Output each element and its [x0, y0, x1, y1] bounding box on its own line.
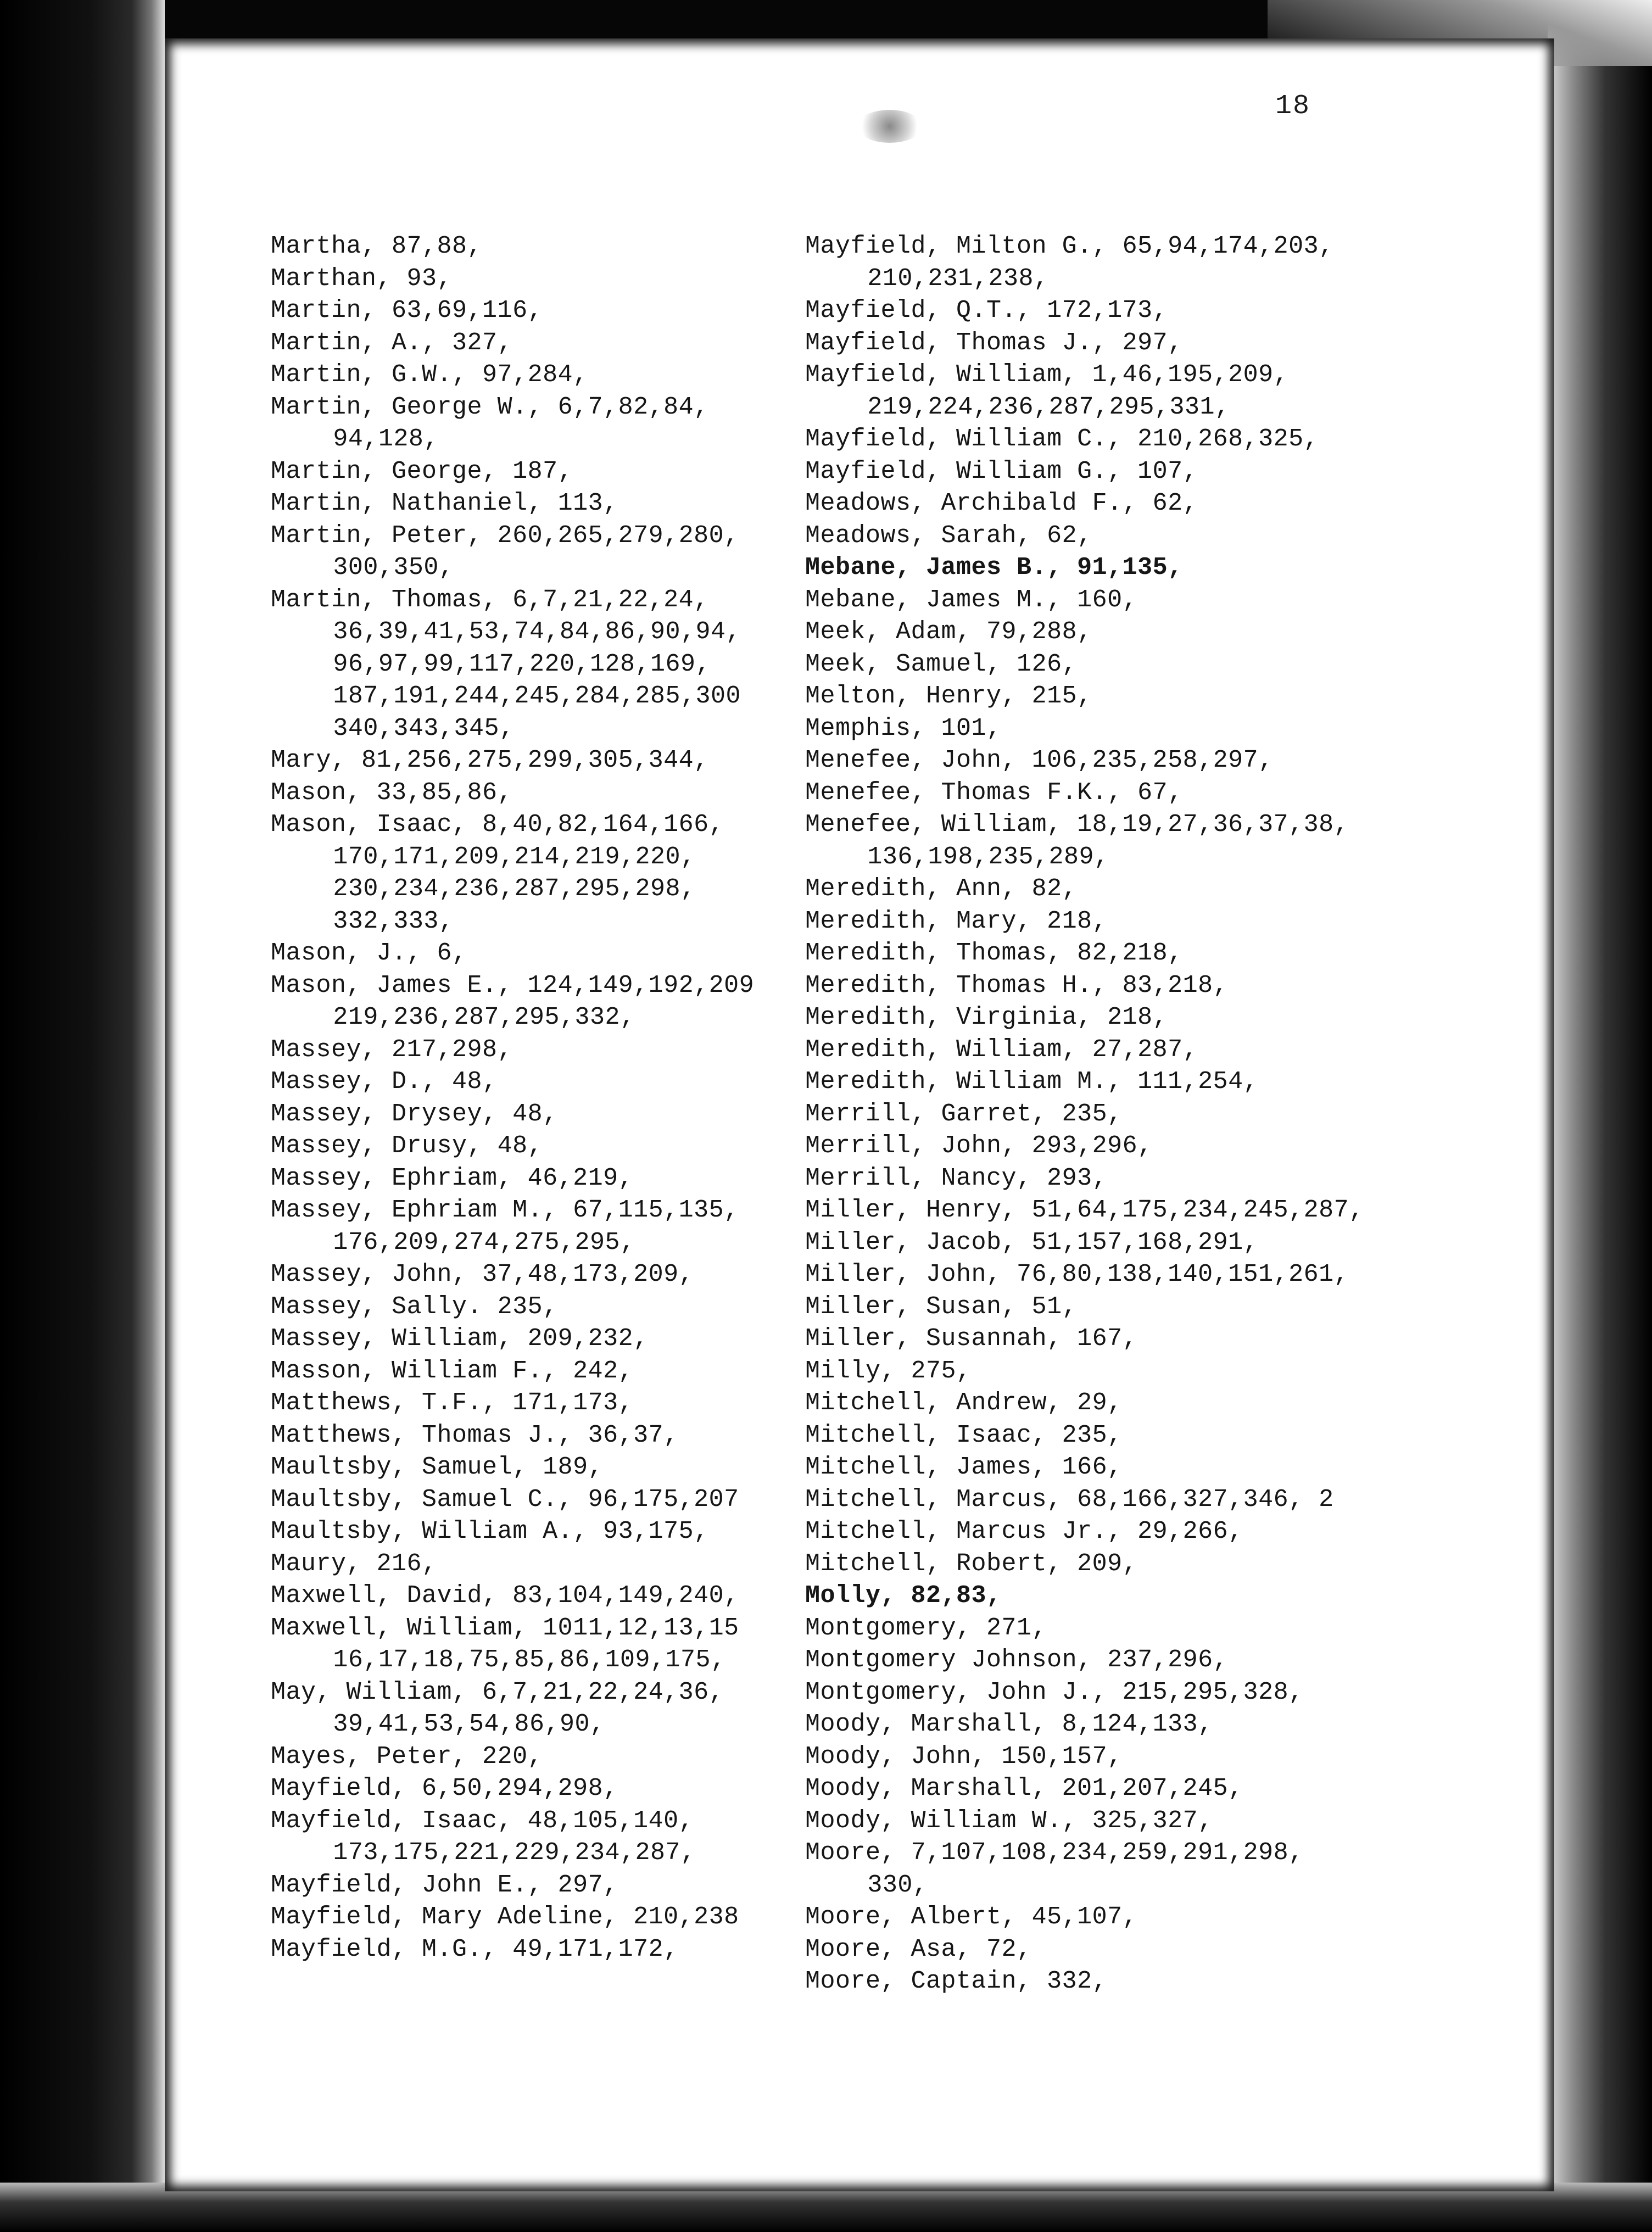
- index-entry-text: Mary, 81,256,275,299,305,344,: [271, 746, 709, 774]
- ink-smudge: [857, 110, 923, 143]
- index-column-right: [805, 231, 1364, 1998]
- index-entry: [805, 488, 1364, 520]
- index-entry: [805, 1452, 1364, 1484]
- index-entry: [271, 1805, 754, 1870]
- index-entry: [805, 906, 1364, 938]
- index-entry: [271, 809, 754, 938]
- index-entry: [805, 1773, 1364, 1805]
- index-entry-text: Mebane, James B., 91,135,: [805, 554, 1183, 582]
- index-entry: [805, 1901, 1364, 1934]
- index-entry-continuation: 332,333,: [333, 907, 454, 935]
- index-entry-continuation: 300,350,: [333, 554, 454, 582]
- index-entry-text: Moody, Marshall, 201,207,245,: [805, 1775, 1243, 1803]
- index-entry-text: Martin, 63,69,116,: [271, 297, 543, 325]
- index-entry: [805, 1323, 1364, 1355]
- index-entry-text: Miller, Susan, 51,: [805, 1292, 1078, 1321]
- index-entry: [805, 1002, 1364, 1034]
- index-entry-continuation: 219,224,236,287,295,331,: [867, 393, 1230, 421]
- index-entry: [271, 1420, 754, 1452]
- index-entry-continuation: 230,234,236,287,295,298,: [333, 875, 696, 903]
- index-entry-text: Mayfield, Mary Adeline, 210,238: [271, 1903, 739, 1931]
- index-entry-text: Mitchell, Isaac, 235,: [805, 1421, 1123, 1449]
- index-entry-text: Massey, D., 48,: [271, 1068, 498, 1096]
- index-entry-text: Menefee, Thomas F.K., 67,: [805, 778, 1183, 807]
- index-entry-text: Maultsby, Samuel C., 96,175,207: [271, 1485, 739, 1514]
- index-entry: [805, 873, 1364, 906]
- index-entry-text: Meredith, Virginia, 218,: [805, 1003, 1168, 1031]
- index-entry: [271, 359, 754, 392]
- index-entry-text: Massey, Ephriam, 46,219,: [271, 1164, 634, 1192]
- index-entry-text: Miller, Jacob, 51,157,168,291,: [805, 1228, 1259, 1257]
- index-entry: [805, 1034, 1364, 1067]
- index-entry-text: Martin, Nathaniel, 113,: [271, 489, 618, 517]
- index-entry-text: Martin, Thomas, 6,7,21,22,24,: [271, 585, 709, 614]
- index-entry-text: Mayfield, 6,50,294,298,: [271, 1775, 618, 1803]
- index-entry: [805, 1837, 1364, 1901]
- index-entry-text: Mitchell, Marcus Jr., 29,266,: [805, 1517, 1243, 1545]
- index-entry-continuation: 170,171,209,214,219,220,: [333, 842, 696, 871]
- index-entry-text: Montgomery Johnson, 237,296,: [805, 1646, 1229, 1674]
- index-entry-text: Moore, 7,107,108,234,259,291,298,: [805, 1839, 1304, 1867]
- index-entry-text: Mason, 33,85,86,: [271, 778, 513, 807]
- index-entry-text: Mayfield, William, 1,46,195,209,: [805, 361, 1289, 389]
- index-entry: [805, 938, 1364, 970]
- index-entry-continuation: 94,128,: [333, 425, 439, 453]
- index-entry-text: Moore, Asa, 72,: [805, 1935, 1032, 1963]
- index-column-left: [271, 231, 754, 1966]
- index-entry-text: Meredith, William, 27,287,: [805, 1035, 1198, 1064]
- index-entry-continuation: 219,236,287,295,332,: [333, 1003, 635, 1031]
- index-entry: [805, 970, 1364, 1002]
- index-entry-text: Melton, Henry, 215,: [805, 682, 1092, 710]
- index-entry-text: Merrill, John, 293,296,: [805, 1132, 1153, 1160]
- index-entry: [805, 1709, 1364, 1741]
- index-entry: [805, 777, 1364, 810]
- index-entry-text: Moody, John, 150,157,: [805, 1742, 1123, 1771]
- index-entry: [805, 1484, 1364, 1516]
- index-entry-text: Maxwell, David, 83,104,149,240,: [271, 1582, 739, 1610]
- index-entry-text: Meadows, Sarah, 62,: [805, 521, 1092, 550]
- index-entry-continuation: 16,17,18,75,85,86,109,175,: [333, 1646, 726, 1674]
- index-entry: [805, 1677, 1364, 1709]
- index-entry: [271, 970, 754, 1034]
- index-entry: [805, 1580, 1364, 1612]
- index-entry-text: Mason, James E., 124,149,192,209: [271, 971, 755, 1000]
- index-entry: [271, 1870, 754, 1902]
- index-entry: [271, 1934, 754, 1966]
- index-entry-text: Matthews, Thomas J., 36,37,: [271, 1421, 679, 1449]
- index-entry-text: Miller, Henry, 51,64,175,234,245,287,: [805, 1196, 1364, 1224]
- index-entry: [271, 1034, 754, 1067]
- index-entry-text: Milly, 275,: [805, 1357, 972, 1385]
- index-entry-text: Mitchell, Robert, 209,: [805, 1549, 1138, 1578]
- index-entry: [271, 1387, 754, 1420]
- index-entry-text: Memphis, 101,: [805, 714, 1002, 743]
- index-entry-text: Montgomery, 271,: [805, 1614, 1047, 1642]
- index-entry-text: Massey, John, 37,48,173,209,: [271, 1260, 694, 1288]
- index-entry: [271, 1516, 754, 1548]
- index-entry: [805, 456, 1364, 488]
- index-entry-text: Moody, Marshall, 8,124,133,: [805, 1710, 1213, 1738]
- index-entry-text: Mayfield, William G., 107,: [805, 457, 1198, 486]
- index-entry-text: Martin, G.W., 97,284,: [271, 361, 588, 389]
- index-entry: [805, 1805, 1364, 1838]
- index-entry: [271, 1452, 754, 1484]
- index-entry-text: Merrill, Nancy, 293,: [805, 1164, 1108, 1192]
- index-entry: [271, 1773, 754, 1805]
- index-entry: [805, 809, 1364, 873]
- index-entry: [805, 231, 1364, 295]
- index-entry: [271, 1195, 754, 1259]
- index-entry: [805, 1387, 1364, 1420]
- index-entry-text: May, William, 6,7,21,22,24,36,: [271, 1678, 724, 1706]
- index-entry-text: Meek, Adam, 79,288,: [805, 618, 1092, 646]
- index-entry: [805, 1516, 1364, 1548]
- index-entry: [271, 584, 754, 745]
- index-entry-text: Maultsby, William A., 93,175,: [271, 1517, 709, 1545]
- index-entry: [271, 1163, 754, 1195]
- index-entry: [271, 1066, 754, 1098]
- index-entry: [271, 1098, 754, 1131]
- index-entry-continuation: 187,191,244,245,284,285,300: [333, 682, 741, 710]
- index-entry: [805, 1259, 1364, 1291]
- index-entry: [805, 1195, 1364, 1227]
- index-entry: [271, 327, 754, 360]
- index-entry-continuation: 340,343,345,: [333, 714, 515, 743]
- index-entry-text: Meadows, Archibald F., 62,: [805, 489, 1198, 517]
- index-entry-text: Massey, 217,298,: [271, 1035, 513, 1064]
- index-entry-text: Martin, George W., 6,7,82,84,: [271, 393, 709, 421]
- index-entry-text: Mayfield, Thomas J., 297,: [805, 328, 1183, 357]
- index-entry-text: Marthan, 93,: [271, 264, 453, 293]
- index-entry: [271, 295, 754, 327]
- index-entry-text: Mayes, Peter, 220,: [271, 1742, 543, 1771]
- index-entry: [271, 1548, 754, 1581]
- index-entry-text: Mebane, James M., 160,: [805, 585, 1138, 614]
- index-entry: [805, 359, 1364, 423]
- index-entry-text: Merrill, Garret, 235,: [805, 1100, 1123, 1128]
- index-entry-continuation: 96,97,99,117,220,128,169,: [333, 650, 711, 678]
- index-entry: [271, 1612, 754, 1677]
- index-entry-text: Massey, Drysey, 48,: [271, 1100, 558, 1128]
- index-entry-text: Moore, Captain, 332,: [805, 1967, 1108, 1995]
- index-entry-continuation: 176,209,274,275,295,: [333, 1228, 635, 1257]
- index-entry: [805, 1355, 1364, 1388]
- index-entry: [805, 1612, 1364, 1645]
- index-entry: [805, 1227, 1364, 1259]
- index-entry-text: Martin, George, 187,: [271, 457, 573, 486]
- index-entry-continuation: 36,39,41,53,74,84,86,90,94,: [333, 618, 741, 646]
- index-entry: [805, 1130, 1364, 1163]
- index-entry-continuation: 210,231,238,: [867, 264, 1049, 293]
- index-entry-text: Moore, Albert, 45,107,: [805, 1903, 1138, 1931]
- index-entry: [805, 713, 1364, 745]
- index-entry: [271, 938, 754, 970]
- index-entry: [271, 1901, 754, 1934]
- index-entry-text: Martin, Peter, 260,265,279,280,: [271, 521, 739, 550]
- index-entry-text: Mitchell, James, 166,: [805, 1453, 1123, 1481]
- index-entry-continuation: 136,198,235,289,: [867, 842, 1109, 871]
- index-entry: [271, 1677, 754, 1741]
- index-entry: [271, 263, 754, 295]
- index-entry-text: Meredith, Ann, 82,: [805, 875, 1078, 903]
- index-entry-continuation: 39,41,53,54,86,90,: [333, 1710, 605, 1738]
- index-entry-text: Miller, John, 76,80,138,140,151,261,: [805, 1260, 1349, 1288]
- index-entry-text: Maxwell, William, 1011,12,13,15: [271, 1614, 739, 1642]
- index-entry: [805, 552, 1364, 584]
- index-entry-text: Massey, William, 209,232,: [271, 1325, 649, 1353]
- index-entry-text: Maultsby, Samuel, 189,: [271, 1453, 604, 1481]
- index-entry: [805, 295, 1364, 327]
- index-entry-text: Meredith, Thomas H., 83,218,: [805, 971, 1229, 1000]
- index-entry-text: Menefee, John, 106,235,258,297,: [805, 746, 1274, 774]
- index-entry: [271, 1580, 754, 1612]
- index-entry-continuation: 330,: [867, 1871, 928, 1899]
- index-entry: [805, 1098, 1364, 1131]
- index-entry-text: Mayfield, Isaac, 48,105,140,: [271, 1806, 694, 1835]
- index-entry: [271, 777, 754, 810]
- index-entry: [805, 649, 1364, 681]
- index-entry: [805, 1548, 1364, 1581]
- index-entry-text: Meredith, William M., 111,254,: [805, 1068, 1259, 1096]
- index-entry-text: Montgomery, John J., 215,295,328,: [805, 1678, 1304, 1706]
- index-entry: [271, 520, 754, 584]
- index-entry-text: Mason, Isaac, 8,40,82,164,166,: [271, 811, 724, 839]
- page-number: 18: [1275, 91, 1311, 122]
- index-entry-text: Mayfield, William C., 210,268,325,: [805, 425, 1319, 453]
- index-entry-text: Mayfield, Q.T., 172,173,: [805, 297, 1168, 325]
- index-entry: [805, 423, 1364, 456]
- index-entry: [271, 231, 754, 263]
- index-entry-text: Mayfield, John E., 297,: [271, 1871, 618, 1899]
- index-entry: [271, 1484, 754, 1516]
- index-entry: [271, 488, 754, 520]
- index-entry-text: Menefee, William, 18,19,27,36,37,38,: [805, 811, 1349, 839]
- index-entry: [805, 584, 1364, 617]
- index-entry-text: Mitchell, Andrew, 29,: [805, 1389, 1123, 1417]
- index-entry-text: Meredith, Mary, 218,: [805, 907, 1108, 935]
- index-entry-text: Molly, 82,83,: [805, 1582, 1002, 1610]
- index-entry: [805, 1163, 1364, 1195]
- index-entry: [805, 745, 1364, 777]
- index-entry: [271, 745, 754, 777]
- index-entry-text: Mayfield, Milton G., 65,94,174,203,: [805, 232, 1334, 260]
- index-entry: [271, 1130, 754, 1163]
- index-entry: [271, 1741, 754, 1773]
- index-entry: [271, 1355, 754, 1388]
- index-entry: [271, 1259, 754, 1291]
- index-entry-text: Mason, J., 6,: [271, 939, 467, 967]
- index-entry: [805, 327, 1364, 360]
- index-entry-text: Mitchell, Marcus, 68,166,327,346, 2: [805, 1485, 1334, 1514]
- index-entry-text: Meek, Samuel, 126,: [805, 650, 1078, 678]
- index-entry: [805, 1066, 1364, 1098]
- index-entry: [805, 1644, 1364, 1677]
- index-entry-text: Massey, Ephriam M., 67,115,135,: [271, 1196, 739, 1224]
- index-entry: [271, 1291, 754, 1324]
- index-entry-text: Moody, William W., 325,327,: [805, 1806, 1213, 1835]
- index-entry: [271, 456, 754, 488]
- index-entry-text: Massey, Drusy, 48,: [271, 1132, 543, 1160]
- index-entry: [805, 1966, 1364, 1998]
- index-entry-text: Martha, 87,88,: [271, 232, 483, 260]
- index-entry: [805, 616, 1364, 649]
- index-entry-text: Meredith, Thomas, 82,218,: [805, 939, 1183, 967]
- scan-left-border: [0, 0, 165, 2232]
- index-entry-text: Massey, Sally. 235,: [271, 1292, 558, 1321]
- index-entry: [805, 1291, 1364, 1324]
- index-entry: [805, 520, 1364, 553]
- index-entry-text: Miller, Susannah, 167,: [805, 1325, 1138, 1353]
- index-entry: [805, 1741, 1364, 1773]
- index-entry-text: Mayfield, M.G., 49,171,172,: [271, 1935, 679, 1963]
- index-entry: [805, 1420, 1364, 1452]
- index-entry: [805, 1934, 1364, 1966]
- index-entry: [805, 680, 1364, 713]
- index-entry-continuation: 173,175,221,229,234,287,: [333, 1839, 696, 1867]
- index-entry-text: Masson, William F., 242,: [271, 1357, 634, 1385]
- index-entry: [271, 392, 754, 456]
- index-entry-text: Matthews, T.F., 171,173,: [271, 1389, 634, 1417]
- index-entry-text: Maury, 216,: [271, 1549, 437, 1578]
- index-entry-text: Martin, A., 327,: [271, 328, 513, 357]
- scan-right-border: [1548, 0, 1652, 2232]
- index-entry: [271, 1323, 754, 1355]
